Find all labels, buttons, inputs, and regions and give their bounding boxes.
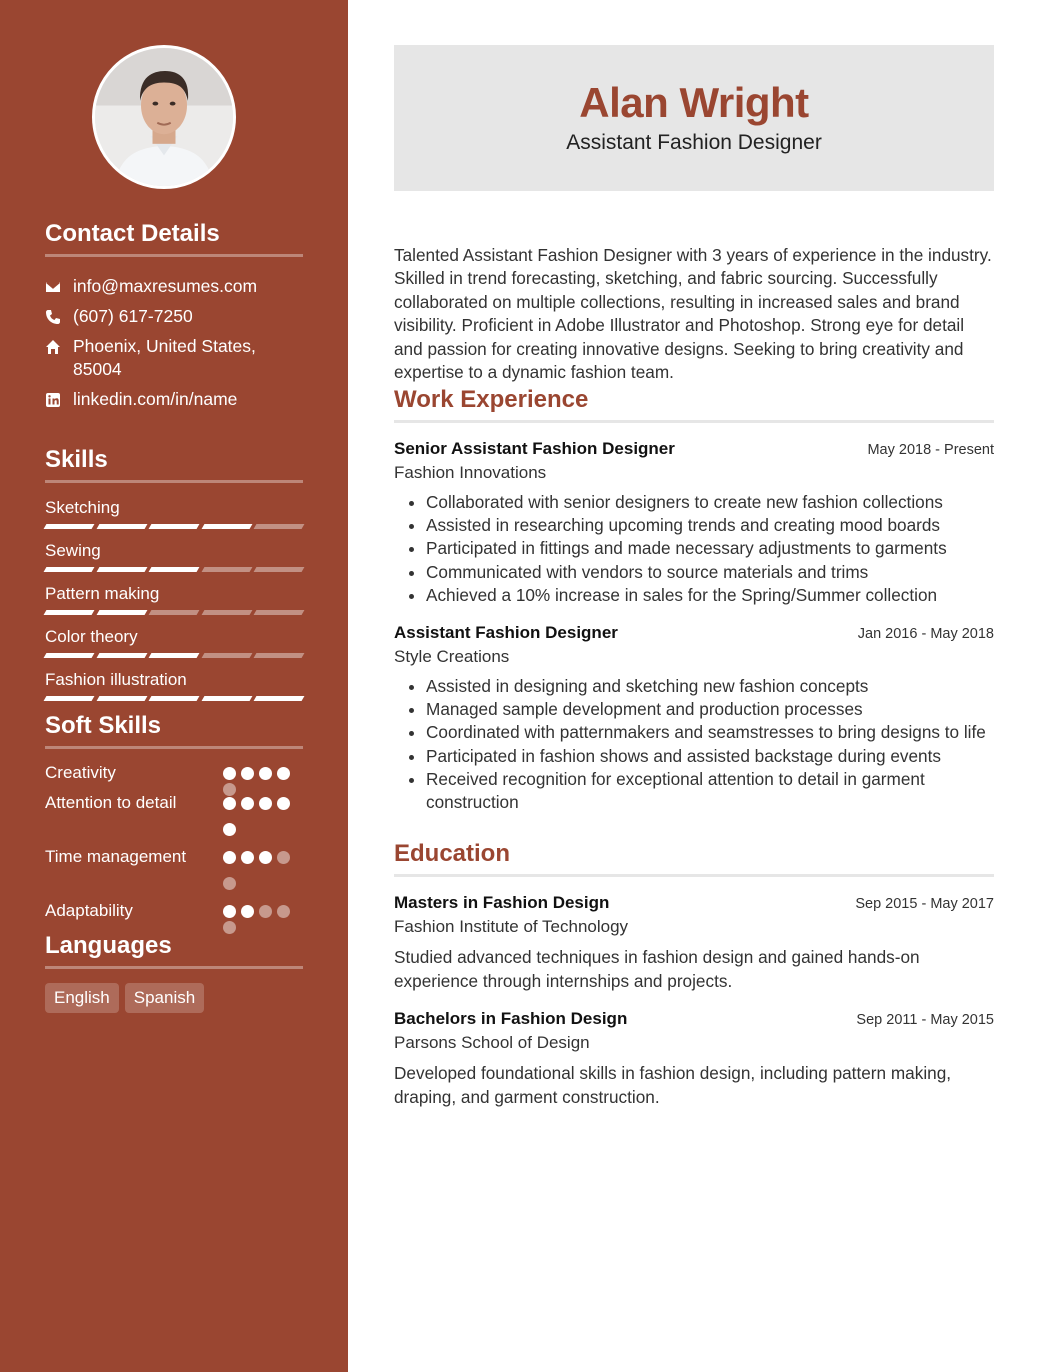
rating-dot-filled (223, 823, 236, 836)
rating-dot-empty (223, 877, 236, 890)
contact-linkedin (45, 388, 303, 411)
skill-bar-filled (254, 696, 304, 701)
skill-item (45, 581, 303, 624)
rating-dot-filled (223, 905, 236, 918)
job-bullet: • Coordinated with patternmakers and seamstresses to bring designs to life (426, 721, 994, 744)
languages-section (45, 932, 303, 1013)
skill-bar-filled (44, 696, 94, 701)
contact-address-text: Phoenix, United States, 85004 (73, 336, 256, 379)
education-entry (394, 891, 994, 993)
soft-skill-rating (223, 761, 303, 791)
education-title: Education (394, 840, 994, 877)
job-company: Fashion Innovations (394, 463, 547, 482)
skill-level-bars (45, 524, 303, 529)
soft-skill-name: Creativity (45, 763, 116, 782)
summary: Talented Assistant Fashion Designer with 3 years of experience in the industry. Skilled in trend forecasting, sketching, and fabric sourcing. Successfully collaborated on multiple collections, resulting in increased sales and brand visibility. Proficient in Adobe Illustrator and Photoshop. Strong eye for detail and passion for creating innovative designs. Seeking to bring creativity and expertise to a dynamic fashion team. (394, 245, 992, 383)
rating-dot-empty (259, 905, 272, 918)
rating-dot-empty (277, 851, 290, 864)
skill-name: Fashion illustration (45, 670, 187, 689)
rating-dot-filled (259, 851, 272, 864)
job-date: Jan 2016 - May 2018 (857, 626, 994, 643)
contact-list (45, 275, 303, 411)
job-title: Assistant Fashion Designer (394, 623, 618, 643)
education-section (394, 840, 994, 1109)
skill-bar-filled (96, 653, 146, 658)
skill-bar-empty (254, 567, 304, 572)
degree-description: Developed foundational skills in fashion design, including pattern making, draping, and garment construction. (394, 1063, 952, 1107)
work-title: Work Experience (394, 386, 994, 423)
rating-dot-filled (259, 797, 272, 810)
skill-bar-empty (149, 610, 199, 615)
skill-name: Sketching (45, 498, 120, 517)
skill-bar-filled (201, 524, 251, 529)
soft-skills-section (45, 712, 303, 929)
rating-dot-filled (259, 767, 272, 780)
soft-skill-item (45, 761, 303, 791)
job-bullet: • Achieved a 10% increase in sales for the Spring/Summer collection (426, 584, 994, 607)
degree-description: Studied advanced techniques in fashion design and gained hands-on experience through internships and projects. (394, 947, 920, 991)
skill-item (45, 667, 303, 710)
education-entry (394, 1007, 994, 1109)
skill-list (45, 495, 303, 710)
soft-skill-list (45, 761, 303, 929)
job-entry (394, 437, 994, 607)
job-title: Senior Assistant Fashion Designer (394, 439, 675, 458)
avatar (92, 45, 236, 189)
rating-dot-filled (241, 767, 254, 780)
linkedin-icon (45, 388, 73, 411)
language-tag: Spanish (125, 983, 204, 1013)
degree-date: Sep 2011 - May 2015 (856, 1012, 994, 1028)
soft-skill-name: Attention to detail (45, 793, 177, 812)
job-bullet: • Collaborated with senior designers to create new fashion collections (426, 491, 994, 514)
skill-bar-empty (201, 567, 251, 572)
job-bullet: • Managed sample development and production processes (426, 698, 994, 721)
candidate-role: Assistant Fashion Designer (566, 131, 822, 154)
skill-bar-filled (96, 524, 146, 529)
sidebar (0, 0, 348, 1372)
rating-dot-filled (241, 797, 254, 810)
language-list (45, 983, 303, 1013)
job-bullets (394, 675, 994, 814)
school-name: Fashion Institute of Technology (394, 917, 629, 936)
phone-icon (45, 305, 73, 328)
job-date: May 2018 - Present (867, 442, 994, 458)
skill-bar-empty (254, 524, 304, 529)
skill-name: Pattern making (45, 584, 160, 603)
job-bullets (394, 491, 994, 607)
degree-title: Masters in Fashion Design (394, 893, 610, 912)
skill-level-bars (45, 653, 303, 658)
soft-skills-title: Soft Skills (45, 712, 303, 749)
degree-date: Sep 2015 - May 2017 (855, 896, 994, 912)
job-bullet: • Assisted in designing and sketching new fashion concepts (426, 675, 994, 698)
soft-skill-item (45, 899, 303, 929)
skill-bar-empty (201, 610, 251, 615)
job-bullet: • Participated in fashion shows and assisted backstage during events (426, 745, 994, 768)
skills-title: Skills (45, 446, 303, 483)
skill-bar-filled (149, 696, 199, 701)
skill-level-bars (45, 567, 303, 572)
job-bullet: • Assisted in researching upcoming trends and creating mood boards (426, 514, 994, 537)
skill-level-bars (45, 610, 303, 615)
rating-dot-filled (241, 851, 254, 864)
skill-name: Sewing (45, 541, 101, 560)
soft-skill-rating (223, 791, 303, 845)
job-company: Style Creations (394, 647, 510, 667)
rating-dot-empty (277, 905, 290, 918)
school-name: Parsons School of Design (394, 1033, 590, 1052)
soft-skill-name: Adaptability (45, 901, 133, 920)
soft-skill-item (45, 791, 303, 845)
skills-section (45, 446, 303, 710)
skill-level-bars (45, 696, 303, 701)
contact-section (45, 220, 303, 418)
job-bullet: • Communicated with vendors to source materials and trims (426, 561, 994, 584)
rating-dot-filled (223, 851, 236, 864)
skill-bar-filled (149, 567, 199, 572)
skill-bar-empty (254, 610, 304, 615)
skill-bar-filled (96, 610, 146, 615)
rating-dot-filled (223, 797, 236, 810)
skill-bar-filled (96, 567, 146, 572)
contact-email-text[interactable]: info@maxresumes.com (73, 276, 258, 296)
contact-linkedin-text[interactable]: linkedin.com/in/name (73, 389, 238, 409)
skill-bar-filled (201, 696, 251, 701)
candidate-name: Alan Wright (579, 79, 809, 126)
skill-item (45, 624, 303, 667)
languages-title: Languages (45, 932, 303, 969)
soft-skill-rating (223, 845, 303, 899)
job-bullet: • Received recognition for exceptional attention to detail in garment construction (426, 768, 994, 814)
skill-bar-filled (44, 610, 94, 615)
avatar-photo (95, 48, 233, 186)
contact-address (45, 335, 303, 381)
skill-bar-filled (44, 653, 94, 658)
work-section (394, 386, 994, 814)
skill-item (45, 538, 303, 581)
rating-dot-filled (241, 905, 254, 918)
skill-bar-empty (201, 653, 251, 658)
contact-phone (45, 305, 303, 328)
skill-bar-filled (96, 696, 146, 701)
skill-bar-filled (149, 653, 199, 658)
skill-bar-filled (44, 567, 94, 572)
degree-title: Bachelors in Fashion Design (394, 1009, 628, 1028)
name-header (394, 45, 994, 191)
mail-icon (45, 275, 73, 298)
skill-name: Color theory (45, 627, 138, 646)
soft-skill-name: Time management (45, 847, 187, 866)
contact-title: Contact Details (45, 220, 303, 257)
rating-dot-filled (277, 797, 290, 810)
rating-dot-filled (223, 767, 236, 780)
skill-bar-filled (44, 524, 94, 529)
job-bullet: • Participated in fittings and made necessary adjustments to garments (426, 537, 994, 560)
skill-bar-filled (149, 524, 199, 529)
soft-skill-item (45, 845, 303, 899)
home-icon (45, 335, 73, 358)
skill-item (45, 495, 303, 538)
language-tag: English (45, 983, 119, 1013)
contact-phone-text[interactable]: (607) 617-7250 (73, 306, 193, 326)
job-entry (394, 621, 994, 814)
contact-email (45, 275, 303, 298)
skill-bar-empty (254, 653, 304, 658)
soft-skill-rating (223, 899, 303, 929)
rating-dot-filled (277, 767, 290, 780)
